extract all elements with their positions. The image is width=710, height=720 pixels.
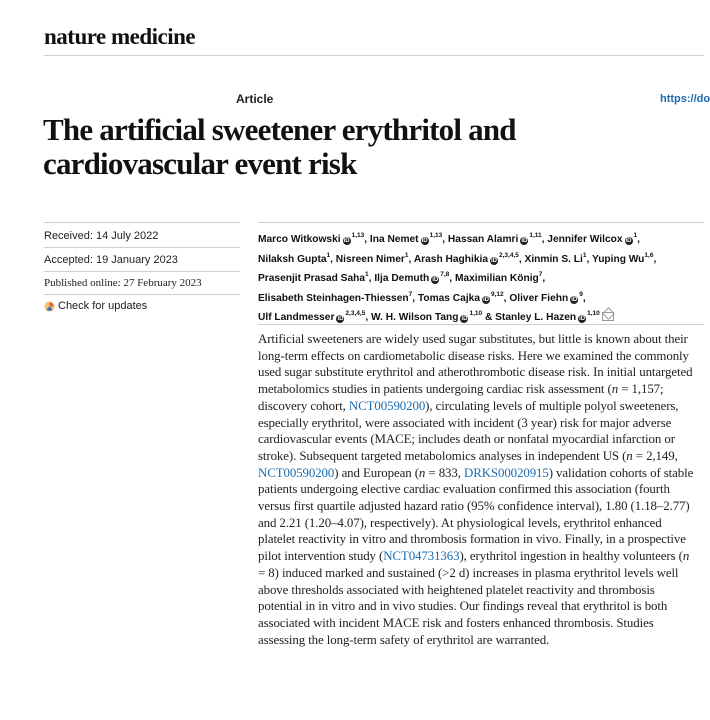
abstract-text: = 1,157; discovery cohort,: [258, 382, 664, 413]
orcid-icon[interactable]: iD: [337, 316, 344, 323]
abstract: [258, 331, 698, 648]
author-affiliation: 1,13: [429, 232, 443, 239]
author-affiliation: 2,3,4,5: [498, 251, 519, 259]
author-affiliation: 9,12: [491, 290, 504, 298]
author[interactable]: [509, 290, 583, 304]
author-name: Elisabeth Steinhagen-Thiessen: [258, 292, 409, 304]
author-name: Ilja Demuth: [374, 273, 430, 285]
article-type: Article: [236, 92, 274, 106]
abstract-n: n: [611, 382, 619, 397]
email-icon[interactable]: [602, 312, 614, 321]
author-separator: ,: [365, 312, 371, 324]
orcid-icon[interactable]: iD: [421, 238, 428, 244]
abstract-text: = 2,149,: [632, 448, 678, 463]
journal-name: nature medicine: [44, 24, 196, 49]
author-separator: ,: [408, 253, 414, 265]
author-affiliation: 9: [579, 290, 583, 298]
received-date: Received: 14 July 2022: [44, 230, 159, 242]
author-name: Yuping Wu: [591, 253, 645, 265]
article-title: [43, 113, 643, 181]
author-separator: ,: [442, 234, 448, 245]
author-separator: ,: [541, 234, 548, 245]
title-line-2: cardiovascular event risk: [43, 146, 357, 181]
author-name: Stanley L. Hazen: [495, 312, 577, 324]
author-affiliation: 1: [582, 251, 587, 259]
author-name: Ina Nemet: [369, 234, 419, 245]
abstract-text: Artificial sweeteners are widely used sugar substitutes, but little is known about their long-term effects on cardiometabolic disease risks. Here we examined the commonly used sugar substitute erythritol and atherothrombotic disease risk. In initial untargeted metabolomics studies in patients undergoing cardiac risk assessment (: [258, 332, 693, 397]
author-affiliation: 1,6: [644, 251, 654, 259]
author-list: [258, 228, 688, 326]
author-name: Marco Witkowski: [258, 234, 341, 245]
trial-link-drks00020915[interactable]: DRKS00020915: [463, 465, 549, 480]
author-name: Oliver Fiehn: [509, 292, 569, 304]
author-affiliation: 1: [365, 271, 369, 279]
dates-divider: [44, 247, 240, 248]
abstract-text: ), circulating levels of multiple polyol sweeteners, especially erythritol, were associated with incident (3 year) risk for major adverse cardiovascular events (MACE; includes death or nonfatal myocardial infarction or stroke). Subsequent targeted metabolomics analyses in independent US (: [258, 398, 679, 463]
author[interactable]: [448, 234, 542, 245]
trial-link-nct00590200[interactable]: NCT00590200: [258, 465, 335, 480]
published-date: Published online: 27 February 2023: [44, 277, 202, 289]
author-separator: ,: [653, 253, 657, 265]
author-separator: ,: [518, 253, 525, 265]
dates-divider: [44, 271, 240, 272]
author-name: Xinmin S. Li: [524, 253, 583, 265]
author[interactable]: [417, 290, 504, 304]
author[interactable]: [258, 290, 413, 304]
check-for-updates[interactable]: [44, 300, 147, 312]
dates-divider: [44, 294, 240, 295]
author-separator: ,: [542, 273, 546, 285]
author-separator: ,: [449, 273, 455, 285]
author-name: Jennifer Wilcox: [547, 234, 623, 245]
author-affiliation: 1,10: [469, 310, 483, 318]
orcid-icon[interactable]: iD: [571, 296, 578, 303]
orcid-icon[interactable]: iD: [579, 316, 586, 323]
orcid-icon[interactable]: iD: [343, 238, 350, 244]
author-separator: ,: [412, 292, 418, 304]
author[interactable]: [258, 312, 365, 323]
check-updates-icon: [44, 301, 55, 312]
author-separator: ,: [368, 273, 375, 285]
author-separator: ,: [637, 234, 640, 245]
author-affiliation: 1: [326, 251, 331, 259]
author[interactable]: [591, 251, 657, 265]
author-separator: ,: [503, 292, 510, 304]
author-separator: ,: [364, 234, 370, 245]
author-affiliation: 1: [404, 251, 409, 259]
author[interactable]: [524, 251, 587, 265]
author-affiliation: 7,8: [440, 271, 450, 279]
authors-divider: [258, 222, 704, 223]
author-name: Ulf Landmesser: [258, 312, 335, 324]
orcid-icon[interactable]: iD: [461, 316, 468, 323]
author[interactable]: [335, 251, 409, 265]
abstract-n: n: [626, 448, 633, 463]
abstract-text: = 8) induced marked and sustained (>2 d) increases in plasma erythritol levels well above thresholds associated with heightened platelet reactivity and thrombosis potential in in vitro and in vivo studies. Our findings reveal that erythritol is both associated with incident MACE risk and fosters enhanced thrombosis. Studies assessing the long-term safety of erythritol are warranted.: [258, 565, 679, 647]
author[interactable]: [413, 251, 519, 265]
author[interactable]: [371, 312, 482, 323]
author-name: Prasenjit Prasad Saha: [258, 273, 366, 285]
author-affiliation: 1: [633, 232, 638, 239]
orcid-icon[interactable]: iD: [483, 296, 489, 303]
accepted-date: Accepted: 19 January 2023: [44, 254, 178, 266]
orcid-icon[interactable]: iD: [625, 238, 632, 244]
author[interactable]: [374, 273, 449, 284]
abstract-n: n: [682, 549, 690, 564]
author[interactable]: [258, 234, 364, 245]
author[interactable]: [370, 234, 442, 245]
author-affiliation: 7: [408, 290, 413, 298]
author[interactable]: [547, 234, 637, 245]
trial-link-nct00590200[interactable]: NCT00590200: [348, 398, 426, 413]
author-separator: ,: [586, 253, 592, 265]
author-affiliation: 1,11: [529, 232, 542, 239]
author[interactable]: [258, 273, 369, 284]
author-affiliation: 1,10: [587, 310, 600, 318]
abstract-text: ) validation cohorts of stable patients undergoing elective cardiac evaluation confirmed this association (fourth versus first quartile adjusted hazard ratio (95% confidence interval), 1.80 (1.18–2.77) and 2.21 (1.20–4.07), respectively). At physiological levels, erythritol enhanced platelet reactivity in vitro and thrombosis formation in vivo. Finally, in a prospective pilot intervention study (: [258, 465, 694, 564]
orcid-icon[interactable]: iD: [490, 257, 497, 264]
author-affiliation: 1,13: [351, 232, 365, 239]
doi-link[interactable]: https://do: [660, 93, 710, 105]
author-name: Nilaksh Gupta: [258, 253, 327, 265]
header-divider: [44, 55, 704, 56]
author-affiliation: 2,3,4,5: [345, 310, 366, 318]
trial-link-nct04731363[interactable]: NCT04731363: [383, 549, 460, 564]
author[interactable]: [495, 312, 614, 323]
abstract-text: = 833,: [425, 465, 464, 480]
abstract-text: ) and European (: [334, 465, 419, 480]
author-name: Maximilian König: [454, 273, 539, 285]
author-name: W. H. Wilson Tang: [371, 312, 459, 324]
author-separator: ,: [582, 292, 586, 304]
author[interactable]: [455, 273, 542, 284]
orcid-icon[interactable]: iD: [432, 277, 439, 284]
author-separator: ,: [330, 253, 336, 265]
check-updates-label: Check for updates: [58, 300, 148, 312]
author-name: Nisreen Nimer: [335, 253, 405, 265]
author-name: Tomas Cajka: [417, 292, 480, 304]
author-name: Hassan Alamri: [447, 234, 519, 245]
title-line-1: The artificial sweetener erythritol and: [43, 112, 516, 147]
author[interactable]: [258, 251, 331, 265]
abstract-n: n: [418, 465, 426, 480]
author-name: Arash Haghikia: [413, 253, 488, 265]
abstract-divider: [258, 324, 704, 325]
orcid-icon[interactable]: iD: [521, 238, 528, 244]
abstract-text: ), erythritol ingestion in healthy volunteers (: [459, 549, 683, 564]
author-affiliation: 7: [538, 271, 543, 279]
dates-divider: [44, 222, 240, 223]
author-separator: &: [482, 312, 496, 324]
